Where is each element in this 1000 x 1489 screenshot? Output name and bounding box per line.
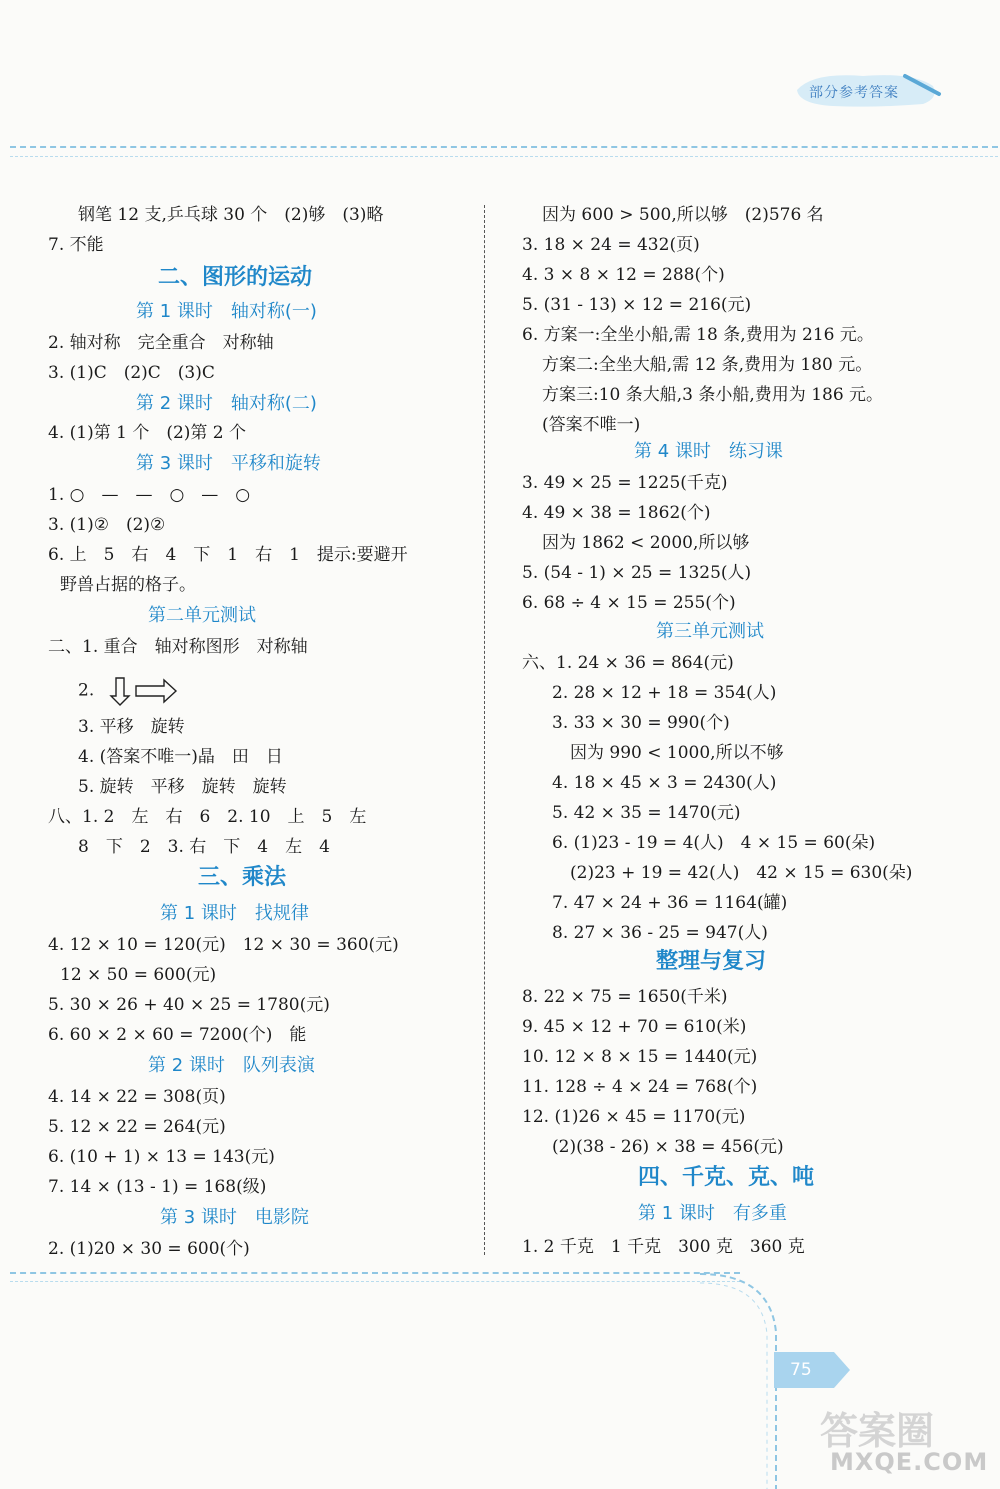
- lesson-heading: 第 1 课时 轴对称(一): [136, 301, 317, 322]
- answer-line: 4. 14 × 22 = 308(页): [48, 1087, 226, 1107]
- answer-line-arrows: [78, 676, 188, 706]
- bottom-divider-secondary: [10, 1281, 740, 1282]
- answer-line: 钢笔 12 支,乒乓球 30 个 (2)够 (3)略: [78, 205, 384, 225]
- answer-line: 5. 旋转 平移 旋转 旋转: [78, 777, 287, 797]
- answer-line: 5. 30 × 26 + 40 × 25 = 1780(元): [48, 995, 330, 1015]
- answer-line: 9. 45 × 12 + 70 = 610(米): [522, 1017, 747, 1037]
- answer-line: 7. 14 × (13 - 1) = 168(级): [48, 1177, 267, 1197]
- answer-line: 8 下 2 3. 右 下 4 左 4: [78, 837, 330, 857]
- page-number: 75: [790, 1360, 812, 1380]
- answer-line: 2. 轴对称 完全重合 对称轴: [48, 333, 274, 353]
- answer-line: 5. 42 × 35 = 1470(元): [552, 803, 741, 823]
- answer-line: 1. 2 千克 1 千克 300 克 360 克: [522, 1237, 805, 1257]
- answer-line: (2)23 + 19 = 42(人) 42 × 15 = 630(朵): [570, 863, 913, 883]
- answer-line: 6. 60 × 2 × 60 = 7200(个) 能: [48, 1025, 307, 1045]
- answer-line: 3. (1)C (2)C (3)C: [48, 363, 215, 383]
- answer-line: 6. 68 ÷ 4 × 15 = 255(个): [522, 593, 736, 613]
- page-number-tab-icon: [774, 1348, 850, 1392]
- lesson-heading: 第 4 课时 练习课: [634, 441, 783, 462]
- answer-line: 方案二:全坐大船,需 12 条,费用为 180 元。: [542, 355, 873, 375]
- answer-line: 6. 上 5 右 4 下 1 右 1 提示:要避开: [48, 545, 408, 565]
- answer-line: 因为 990 < 1000,所以不够: [570, 743, 784, 763]
- answer-line: 4. (1)第 1 个 (2)第 2 个: [48, 423, 247, 443]
- answer-line: 3. 18 × 24 = 432(页): [522, 235, 700, 255]
- answer-line: (答案不唯一): [542, 415, 641, 435]
- lesson-heading: 第 1 课时 找规律: [160, 903, 309, 924]
- watermark-url: MXQE.COM: [830, 1448, 989, 1476]
- answer-line: 3. 33 × 30 = 990(个): [552, 713, 730, 733]
- answer-line: 6. (1)23 - 19 = 4(人) 4 × 15 = 60(朵): [552, 833, 876, 853]
- answer-line: 6. 方案一:全坐小船,需 18 条,费用为 216 元。: [522, 325, 874, 345]
- answer-line: 7. 47 × 24 + 36 = 1164(罐): [552, 893, 788, 913]
- answer-line: 3. 平移 旋转: [78, 717, 185, 737]
- answer-line: 12 × 50 = 600(元): [60, 965, 217, 985]
- answer-line: 方案三:10 条大船,3 条小船,费用为 186 元。: [542, 385, 884, 405]
- answer-line: 因为 1862 < 2000,所以够: [542, 533, 750, 553]
- answer-line: (2)(38 - 26) × 38 = 456(元): [552, 1137, 784, 1157]
- answer-line: 1. ○ — — ○ — ○: [48, 485, 251, 505]
- answer-line: 4. 18 × 45 × 3 = 2430(人): [552, 773, 777, 793]
- answer-line: 3. (1)② (2)②: [48, 515, 166, 535]
- answer-line: 5. (54 - 1) × 25 = 1325(人): [522, 563, 752, 583]
- unit-heading: 二、图形的运动: [158, 265, 313, 290]
- answer-line: 2. 28 × 12 + 18 = 354(人): [552, 683, 777, 703]
- answer-line: 7. 不能: [48, 235, 104, 255]
- answer-line: 11. 128 ÷ 4 × 24 = 768(个): [522, 1077, 758, 1097]
- header-tag-text: 部分参考答案: [809, 85, 899, 101]
- down-right-arrows-icon: [108, 676, 188, 706]
- lesson-heading: 第 2 课时 队列表演: [148, 1055, 315, 1076]
- top-divider-secondary: [10, 156, 998, 157]
- answer-number: 2.: [78, 680, 95, 701]
- answer-line: 12. (1)26 × 45 = 1170(元): [522, 1107, 746, 1127]
- answer-line: 6. (10 + 1) × 13 = 143(元): [48, 1147, 275, 1167]
- answer-line: 六、1. 24 × 36 = 864(元): [522, 653, 734, 673]
- lesson-heading: 第 3 课时 平移和旋转: [136, 453, 321, 474]
- answer-line: 5. (31 - 13) × 12 = 216(元): [522, 295, 752, 315]
- watermark: [820, 1398, 990, 1488]
- unit-heading: 整理与复习: [656, 949, 767, 974]
- column-divider: [484, 205, 485, 1255]
- answer-line: 八、1. 2 左 右 6 2. 10 上 5 左: [48, 807, 367, 827]
- answer-line: 10. 12 × 8 × 15 = 1440(元): [522, 1047, 758, 1067]
- answer-line: 4. 49 × 38 = 1862(个): [522, 503, 711, 523]
- unit-heading: 四、千克、克、吨: [638, 1165, 815, 1190]
- section-heading: 第二单元测试: [148, 605, 256, 626]
- answer-line: 因为 600 > 500,所以够 (2)576 名: [542, 205, 824, 225]
- bottom-divider: [10, 1272, 740, 1274]
- answer-line: 4. (答案不唯一)晶 田 日: [78, 747, 283, 767]
- lesson-heading: 第 2 课时 轴对称(二): [136, 393, 317, 414]
- section-heading: 第三单元测试: [656, 621, 764, 642]
- lesson-heading: 第 1 课时 有多重: [638, 1203, 787, 1224]
- lesson-heading: 第 3 课时 电影院: [160, 1207, 309, 1228]
- answer-line: 5. 12 × 22 = 264(元): [48, 1117, 226, 1137]
- answer-line: 4. 3 × 8 × 12 = 288(个): [522, 265, 725, 285]
- header-tag: [793, 68, 943, 108]
- answer-line: 3. 49 × 25 = 1225(千克): [522, 473, 728, 493]
- answer-line: 4. 12 × 10 = 120(元) 12 × 30 = 360(元): [48, 935, 399, 955]
- unit-heading: 三、乘法: [198, 865, 287, 890]
- answer-line: 野兽占据的格子。: [60, 575, 196, 595]
- answer-line: 8. 27 × 36 - 25 = 947(人): [552, 923, 768, 943]
- answer-line: 2. (1)20 × 30 = 600(个): [48, 1239, 250, 1259]
- answer-line: 二、1. 重合 轴对称图形 对称轴: [48, 637, 308, 657]
- watermark-logo: 答案圈: [820, 1409, 935, 1453]
- answer-line: 8. 22 × 75 = 1650(千米): [522, 987, 728, 1007]
- top-divider: [10, 146, 998, 148]
